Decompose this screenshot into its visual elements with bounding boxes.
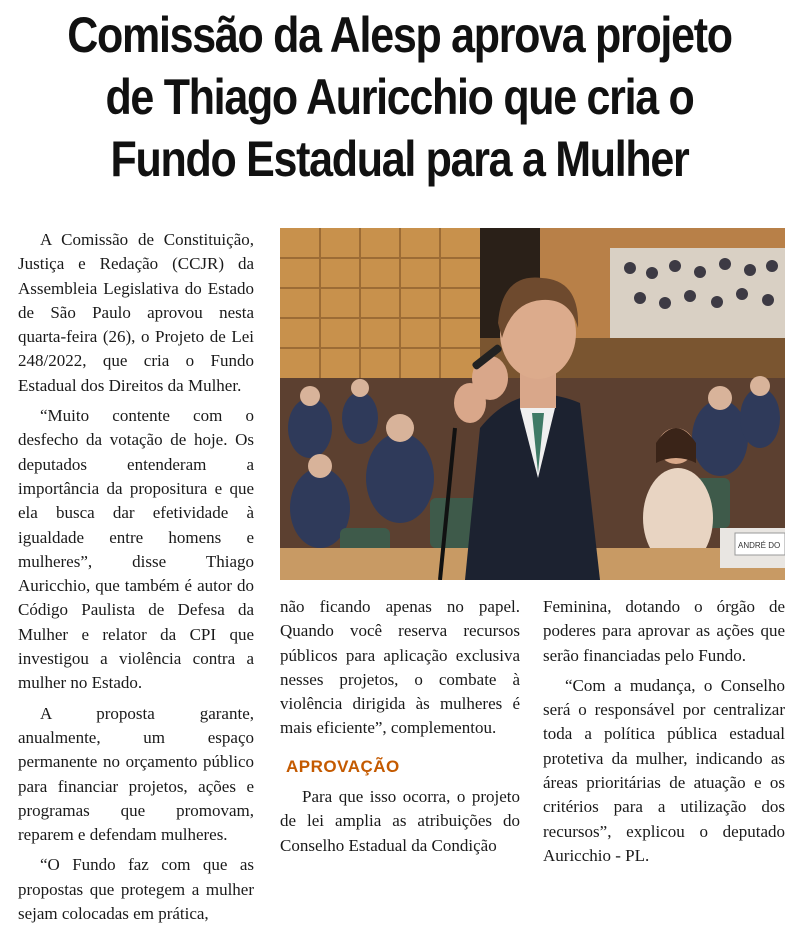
article-column-1 bbox=[18, 228, 254, 932]
article-column-3 bbox=[543, 595, 785, 874]
section-subhead: APROVAÇÃO bbox=[286, 756, 400, 776]
headline bbox=[56, 4, 743, 190]
article-column-2 bbox=[280, 595, 520, 864]
paragraph: Feminina, dotando o órgão de poderes para aprovar as ações que serão financiadas pelo Fundo. bbox=[543, 597, 785, 665]
paragraph: não ficando apenas no papel. Quando você reserva recursos públicos para aplicação exclusiva nesses projetos, o combate à violência dirigida às mulheres é mais eficiente”, complementou. bbox=[280, 597, 520, 738]
paragraph: “Com a mudança, o Conselho será o responsável por centralizar toda a política pública estadual protetiva da mulher, indicando as áreas prioritárias de atuação e os critérios para a utilização dos recursos”, explicou o deputado Auricchio - PL. bbox=[543, 675, 785, 865]
paragraph: “O Fundo faz com que as propostas que protegem a mulher sejam colocadas em prática, bbox=[18, 855, 254, 924]
paragraph: A proposta garante, anualmente, um espaço permanente no orçamento público para financiar projetos, ações e programas que promovam, reparem e defendam mulheres. bbox=[18, 703, 254, 845]
nameplate-text: ANDRÉ DO bbox=[738, 541, 781, 550]
paragraph: Para que isso ocorra, o projeto de lei amplia as atribuições do Conselho Estadual da Condição bbox=[280, 787, 520, 855]
paragraph: A Comissão de Constituição, Justiça e Redação (CCJR) da Assembleia Legislativa do Estado de São Paulo aprovou nesta quarta-feira (26), o Projeto de Lei 248/2022, que cria o Fundo Estadual dos Direitos da Mulher. bbox=[18, 230, 254, 395]
headline-line-1: Comissão da Alesp aprova projeto bbox=[67, 7, 732, 63]
article-photo bbox=[280, 228, 785, 580]
photo-illustration bbox=[280, 228, 785, 580]
paragraph: “Muito contente com o desfecho da votação de hoje. Os deputados entenderam a importância da propositura e que ela busca dar efetividade à igualdade entre homens e mulheres”, disse Thiago Auricchio, que também é autor do Código Paulista de Defesa da Mulher e relator da CPI que investigou a violência contra a mulher no Estado. bbox=[18, 406, 254, 693]
headline-line-3: Fundo Estadual para a Mulher bbox=[110, 131, 689, 187]
headline-line-2: de Thiago Auricchio que cria o bbox=[105, 69, 694, 125]
